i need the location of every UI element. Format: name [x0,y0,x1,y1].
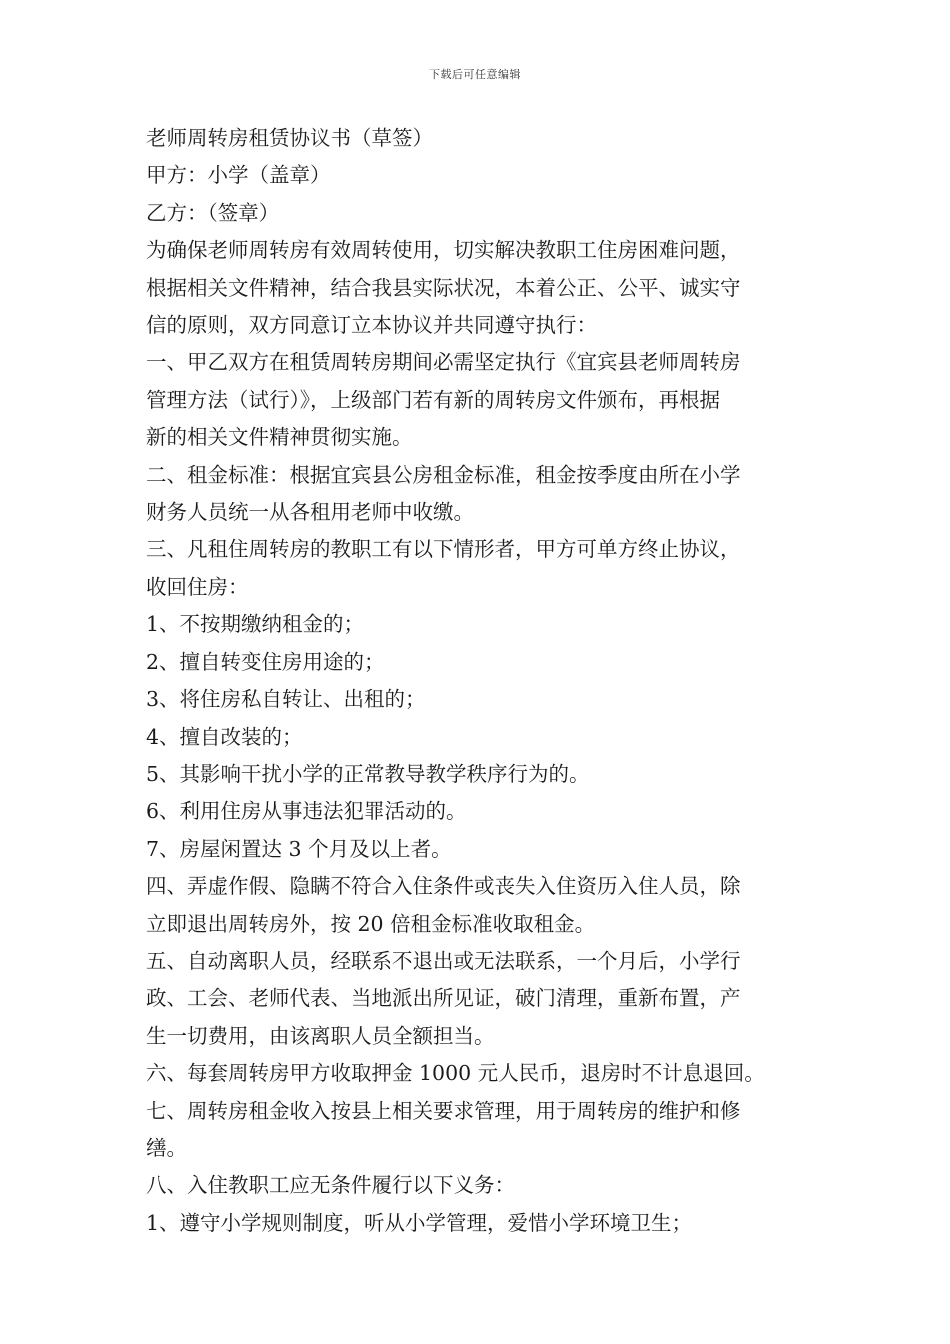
text-line: 财务人员统一从各租用老师中收缴。 [146,500,474,525]
list-item: 2、擅自转变住房用途的； [146,649,385,674]
text-line: 五、自动离职人员，经联系不退出或无法联系，一个月后，小学行 [146,948,741,973]
text-line: 四、弄虚作假、隐瞒不符合入住条件或丧失入住资历入住人员，除 [146,874,741,899]
list-item: 4、擅自改装的； [146,724,303,749]
text-line: 六、每套周转房甲方收取押金 1000 元人民币，退房时不计息退回。 [146,1061,765,1086]
text-line: 一、甲乙双方在租赁周转房期间必需坚定执行《宜宾县老师周转房 [146,350,741,375]
text-line: 根据相关文件精神，结合我县实际状况，本着公正、公平、诚实守 [146,275,741,300]
text-line: 新的相关文件精神贯彻实施。 [146,425,413,450]
party-b-line: 乙方：（签章） [146,200,280,225]
text-line: 为确保老师周转房有效周转使用，切实解决教职工住房困难问题， [146,238,741,263]
header-note: 下载后可任意编辑 [429,68,521,81]
text-line: 信的原则，双方同意订立本协议并共同遵守执行： [146,313,597,338]
text-line: 缮。 [146,1135,187,1160]
text-line: 管理方法（试行）》，上级部门若有新的周转房文件颁布，再根据 [146,387,720,412]
text-line: 收回住房： [146,574,249,599]
party-a-line: 甲方：小学（盖章） [146,163,331,188]
text-line: 二、租金标准：根据宜宾县公房租金标准，租金按季度由所在小学 [146,462,741,487]
text-line: 八、入住教职工应无条件履行以下义务： [146,1173,515,1198]
list-item: 6、利用住房从事违法犯罪活动的。 [146,799,467,824]
list-item: 1、不按期缴纳租金的； [146,612,365,637]
text-line: 生一切费用，由该离职人员全额担当。 [146,1023,495,1048]
text-line: 七、周转房租金收入按县上相关要求管理，用于周转房的维护和修 [146,1098,741,1123]
text-line: 政、工会、老师代表、当地派出所见证，破门清理，重新布置，产 [146,986,741,1011]
document-title: 老师周转房租赁协议书（草签） [146,126,433,150]
list-item: 3、将住房私自转让、出租的； [146,687,426,712]
list-item: 1、遵守小学规则制度，听从小学管理，爱惜小学环境卫生； [146,1210,693,1235]
list-item: 7、房屋闲置达 3 个月及以上者。 [146,836,452,861]
text-line: 立即退出周转房外，按 20 倍租金标准收取租金。 [146,911,596,936]
text-line: 三、凡租住周转房的教职工有以下情形者，甲方可单方终止协议， [146,537,741,562]
list-item: 5、其影响干扰小学的正常教导教学秩序行为的。 [146,761,590,786]
agreement-body [146,120,808,1242]
